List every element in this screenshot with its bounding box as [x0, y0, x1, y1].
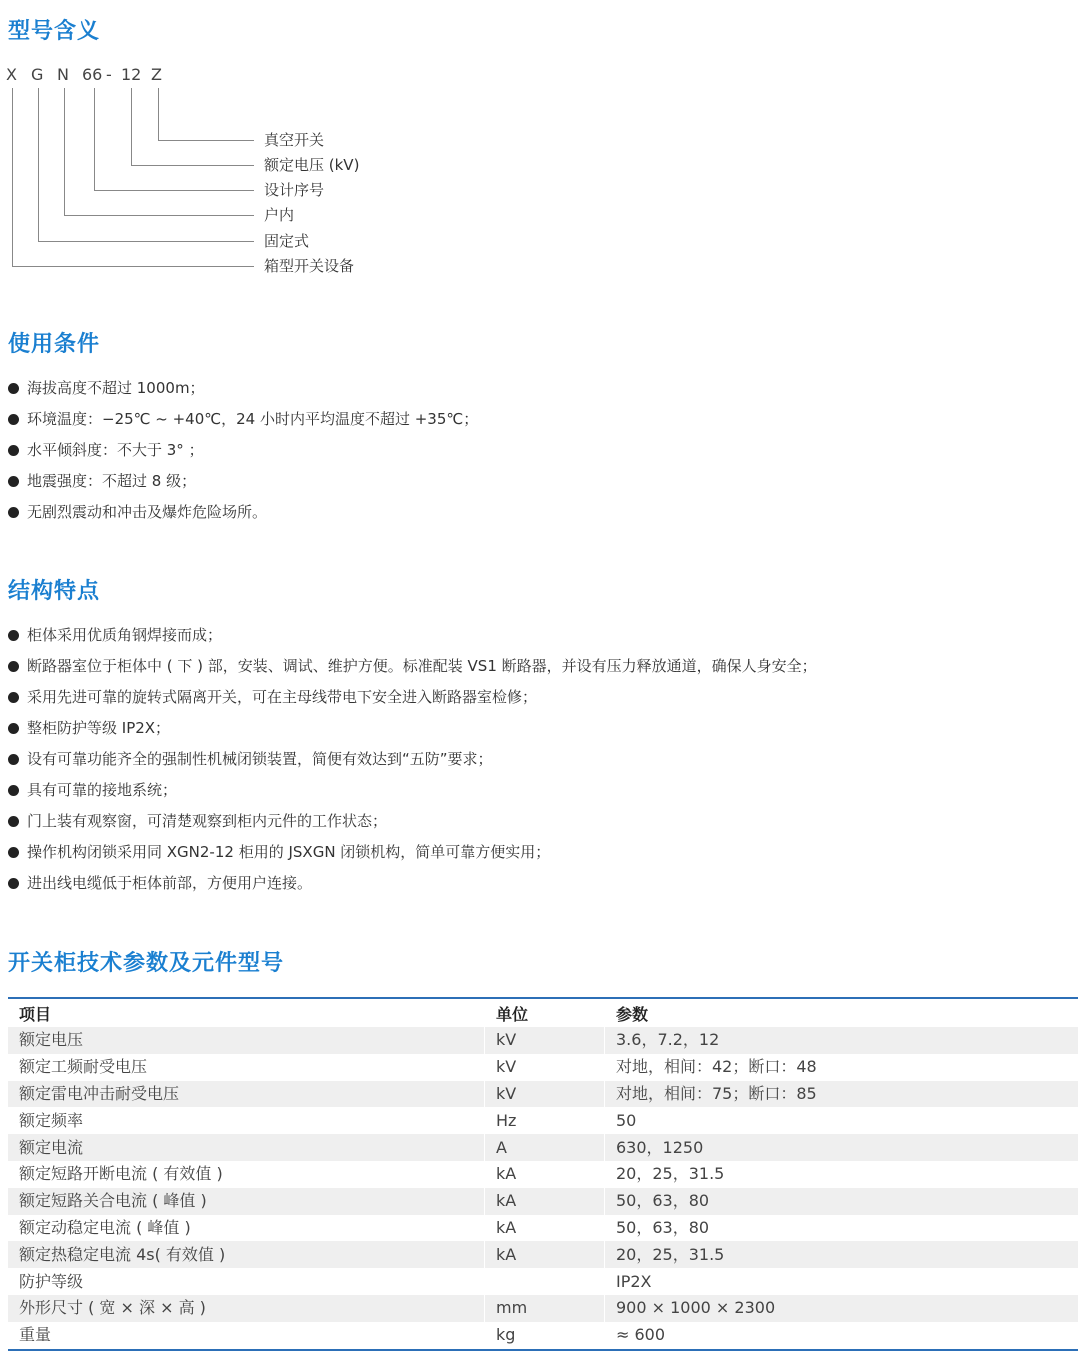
cell-item: 额定动稳定电流 ( 峰值 ): [19, 1217, 191, 1237]
cell-item: 额定短路开断电流 ( 有效值 ): [19, 1164, 223, 1184]
meaning-g: 固定式: [264, 232, 310, 250]
bullet-icon: [8, 785, 19, 796]
meaning-n: 户内: [264, 206, 295, 224]
table-row: [8, 1107, 1078, 1134]
bullet-icon: [8, 847, 19, 858]
code-letter-n: N: [57, 65, 69, 84]
meaning-12: 额定电压 (kV): [264, 156, 360, 174]
cell-item: 额定热稳定电流 4s( 有效值 ): [8, 1241, 485, 1268]
table-row: [8, 1054, 1078, 1081]
connector-x-v: [12, 88, 13, 266]
connector-g-v: [38, 88, 39, 241]
bullet-icon: [8, 630, 19, 641]
code-letter-x: X: [6, 65, 17, 84]
header-item: 项目: [19, 1004, 52, 1024]
code-design-no: 66: [82, 65, 103, 84]
cell-unit: kV: [485, 1054, 605, 1081]
meaning-66: 设计序号: [264, 181, 325, 199]
table-row: [8, 1027, 1078, 1054]
table-row: [8, 1295, 1078, 1322]
cell-value: 20，25，31.5: [605, 1241, 1079, 1268]
table-row: [8, 1241, 1078, 1268]
bullet-icon: [8, 476, 19, 487]
connector-66-h: [94, 190, 254, 191]
bullet-icon: [8, 754, 19, 765]
cell-item: 额定电流: [8, 1134, 485, 1161]
cell-unit: kg: [485, 1322, 605, 1350]
cell-value: 50: [605, 1107, 1079, 1134]
bullet-icon: [8, 507, 19, 518]
cell-item: 额定电压: [8, 1027, 485, 1054]
cell-item: 额定雷电冲击耐受电压: [8, 1081, 485, 1108]
cell-value: 20，25，31.5: [605, 1161, 1079, 1188]
cell-unit: A: [485, 1134, 605, 1161]
bullet-icon: [8, 816, 19, 827]
code-letter-g: G: [31, 65, 44, 84]
section-title-params: 开关柜技术参数及元件型号: [8, 951, 285, 976]
cell-value: 900 × 1000 × 2300: [605, 1295, 1079, 1322]
cell-unit: [485, 1268, 605, 1295]
table-row: [8, 1215, 1078, 1242]
connector-12-v: [131, 88, 132, 165]
bullet-icon: [8, 692, 19, 703]
connector-x-h: [12, 266, 254, 267]
connector-n-v: [64, 88, 65, 215]
list-item: 操作机构闭锁采用同 XGN2-12 柜用的 JSXGN 闭锁机构，简单可靠方便实用；: [8, 837, 817, 868]
cell-item: 防护等级: [19, 1271, 84, 1291]
cell-unit: Hz: [485, 1107, 605, 1134]
model-code: [0, 64, 200, 86]
list-item: 进出线电缆低于柜体前部，方便用户连接。: [8, 868, 817, 899]
connector-n-h: [64, 215, 254, 216]
cell-unit: kA: [485, 1188, 605, 1215]
list-item: 设有可靠功能齐全的强制性机械闭锁装置，简便有效达到“五防”要求；: [8, 744, 817, 775]
section-title-conditions: 使用条件: [8, 332, 101, 357]
list-item: 门上装有观察窗，可清楚观察到柜内元件的工作状态；: [8, 806, 817, 837]
cell-value: 对地，相间：42；断口：48: [605, 1054, 1079, 1081]
bullet-icon: [8, 414, 19, 425]
cell-unit: kA: [485, 1215, 605, 1242]
bullet-icon: [8, 661, 19, 672]
cell-value: 630，1250: [605, 1134, 1079, 1161]
cell-item: 额定频率: [19, 1110, 84, 1130]
cell-item: 重量: [19, 1325, 52, 1345]
section-title-features: 结构特点: [8, 579, 101, 604]
list-item: 整柜防护等级 IP2X；: [8, 713, 817, 744]
header-value: 参数: [605, 998, 1079, 1027]
connector-66-v: [94, 88, 95, 190]
cell-unit: kA: [485, 1241, 605, 1268]
cell-unit: kV: [485, 1081, 605, 1108]
list-item: 海拔高度不超过 1000m；: [8, 373, 478, 404]
list-item: 地震强度：不超过 8 级；: [8, 466, 478, 497]
bullet-icon: [8, 383, 19, 394]
code-voltage: 12: [121, 65, 142, 84]
cell-value: 50，63，80: [605, 1188, 1079, 1215]
bullet-icon: [8, 723, 19, 734]
features-list: [8, 620, 817, 899]
list-item: 采用先进可靠的旋转式隔离开关，可在主母线带电下安全进入断路器室检修；: [8, 682, 817, 713]
table-row: [8, 1268, 1078, 1295]
header-unit: 单位: [485, 998, 605, 1027]
cell-value: 3.6，7.2，12: [605, 1027, 1079, 1054]
section-title-model: 型号含义: [8, 19, 101, 44]
table-row: [8, 1188, 1078, 1215]
meaning-z: 真空开关: [264, 131, 325, 149]
connector-z-v: [158, 88, 159, 140]
connector-z-h: [158, 140, 254, 141]
code-dash: -: [106, 65, 112, 84]
cell-item: 外形尺寸 ( 宽 × 深 × 高 ): [8, 1295, 485, 1322]
cell-unit: kV: [485, 1027, 605, 1054]
list-item: 水平倾斜度：不大于 3° ；: [8, 435, 478, 466]
connector-g-h: [38, 241, 254, 242]
cell-unit: kA: [485, 1161, 605, 1188]
params-table: [8, 997, 1078, 1351]
cell-value: 50，63，80: [605, 1215, 1079, 1242]
meaning-x: 箱型开关设备: [264, 257, 355, 275]
table-header-row: [8, 998, 1078, 1027]
bullet-icon: [8, 445, 19, 456]
connector-12-h: [131, 165, 254, 166]
cell-value: ≈ 600: [605, 1322, 1079, 1350]
table-row: [8, 1161, 1078, 1188]
list-item: 柜体采用优质角钢焊接而成；: [8, 620, 817, 651]
conditions-list: [8, 373, 478, 528]
list-item: 断路器室位于柜体中 ( 下 ) 部，安装、调试、维护方便。标准配装 VS1 断路器，并设有压力释放通道，确保人身安全；: [8, 651, 817, 682]
cell-item: 额定短路关合电流 ( 峰值 ): [8, 1188, 485, 1215]
table-row: [8, 1322, 1078, 1350]
cell-unit: mm: [485, 1295, 605, 1322]
list-item: 具有可靠的接地系统；: [8, 775, 817, 806]
cell-value: IP2X: [605, 1268, 1079, 1295]
list-item: 环境温度：−25℃ ~ +40℃，24 小时内平均温度不超过 +35℃；: [8, 404, 478, 435]
list-item: 无剧烈震动和冲击及爆炸危险场所。: [8, 497, 478, 528]
bullet-icon: [8, 878, 19, 889]
cell-item: 额定工频耐受电压: [19, 1057, 148, 1077]
cell-value: 对地，相间：75；断口：85: [605, 1081, 1079, 1108]
table-row: [8, 1081, 1078, 1108]
code-letter-z: Z: [151, 65, 162, 84]
table-row: [8, 1134, 1078, 1161]
